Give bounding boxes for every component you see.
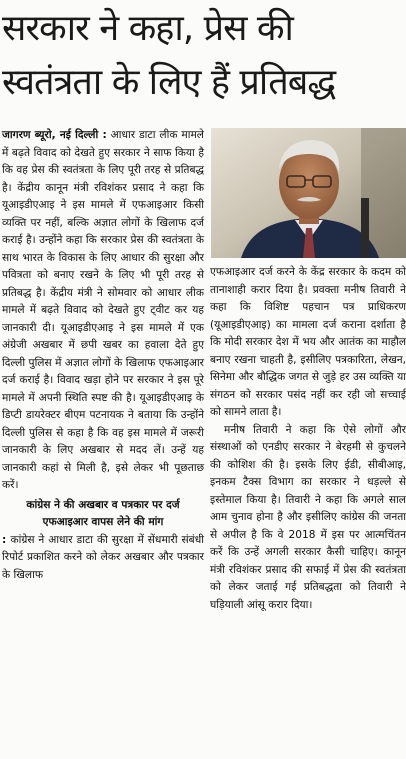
article-paragraph	[2, 127, 204, 495]
portrait-photo-icon	[211, 128, 406, 258]
headline-line-2: स्वतंत्रता के लिए हैं प्रतिबद्ध	[2, 62, 336, 103]
headline-line-1: सरकार ने कहा, प्रेस की	[2, 8, 293, 49]
article-body-text: कांग्रेस ने आधार डाटा की सुरक्षा में सेंधमारी संबंधी रिपोर्ट प्रकाशित करने को लेकर अखबार और पत्रकार के खिलाफ	[2, 533, 204, 581]
article-column-left	[2, 127, 204, 584]
subheading: कांग्रेस ने की अखबार व पत्रकार पर दर्ज एफआइआर वापस लेने की मांग	[26, 498, 180, 528]
article-paragraph	[2, 532, 204, 585]
subhead-lead-colon: :	[2, 533, 11, 546]
article-body-text: आधार डाटा लीक मामले में बढ़ते विवाद को देखते हुए सरकार ने साफ किया है कि वह प्रेस की स्वतंत्रता के लिए पूरी तरह से प्रतिबद्ध है। केंद्रीय कानून मंत्री रविशंकर प्रसाद ने कहा कि यूआइडीएआइ ने इस मामले में एफआइआर किसी व्यक्ति पर नहीं, बल्कि अज्ञात लोगों के खिलाफ दर्ज कराई है। उन्होंने कहा कि सरकार प्रेस की स्वतंत्रता के साथ भारत के विकास के लिए आधार की सुरक्षा और पवित्रता को बनाए रखने के लिए भी पूरी तरह से प्रतिबद्ध है। केंद्रीय मंत्री ने सोमवार को आधार लीक मामले में बढ़ते विवाद को देखते हुए ट्वीट कर यह जानकारी दी। यूआइडीएआइ ने इस मामले में एक अंग्रेजी अखबार में छपी खबर का हवाला देते हुए दिल्ली पुलिस में अज्ञात लोगों के खिलाफ एफआइआर दर्ज कराई है। विवाद खड़ा होने पर सरकार ने इस पूरे मामले में अपनी स्थिति स्पष्ट की है। यूआइडीएआइ के डिप्टी डायरेक्टर बीएम पटनायक ने बताया कि उन्होंने दिल्ली पुलिस से कहा है कि वह इस मामले में जरूरी जानकारी के लिए अखबार से मदद लें। उन्हें यह जानकारी कहां से मिली है, इसे लेकर भी पूछताछ करें।	[2, 129, 204, 491]
headline	[2, 2, 404, 110]
article-paragraph: एफआइआर दर्ज करने के केंद्र सरकार के कदम को तानाशाही करार दिया है। प्रवक्ता मनीष तिवारी ने कहा कि विशिष्ट पहचान पत्र प्राधिकरण (यूआइडीएआइ) का मामला दर्ज कराना दर्शाता है कि मोदी सरकार देश में भय और आतंक का माहौल बनाए रखना चाहती है, इसीलिए पत्रकारिता, लेखन, सिनेमा और बौद्धिक जगत से जुड़े हर उस व्यक्ति या संगठन को सरकार पसंद नहीं कर रही जो सच्चाई को सामने लाता है।	[210, 266, 406, 418]
article-paragraph: मनीष तिवारी ने कहा कि ऐसे लोगों और संस्थाओं को एनडीए सरकार ने बेरहमी से कुचलने की कोशिश की है। इसके लिए ईडी, सीबीआइ, इनकम टैक्स विभाग का सरकार ने धड़ल्ले से इस्तेमाल किया है। तिवारी ने कहा कि अगले साल आम चुनाव होना है और इसीलिए कांग्रेस की जनता से अपील है कि वे 2018 में इस पर आत्मचिंतन करें कि उन्हें अगली सरकार कैसी चाहिए। कानून मंत्री रविशंकर प्रसाद की सफाई में प्रेस की स्वतंत्रता को लेकर जताई गई प्रतिबद्धता को तिवारी ने घड़ियाली आंसू करार दिया।	[210, 423, 406, 611]
article-column-right	[210, 264, 406, 614]
dateline: जागरण ब्यूरो, नई दिल्ली :	[2, 129, 107, 141]
